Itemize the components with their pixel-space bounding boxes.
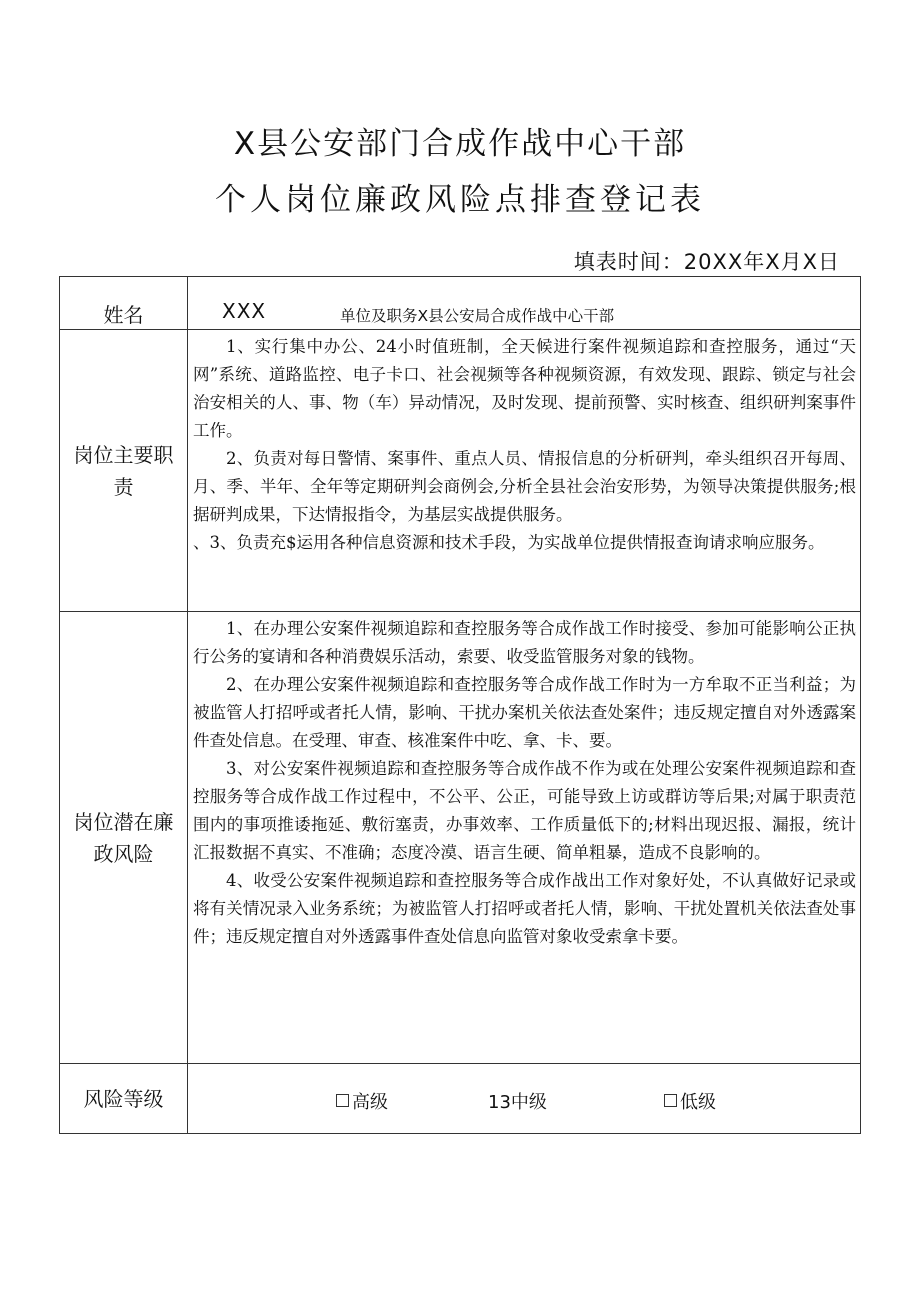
risk-paragraph: 2、在办理公安案件视频追踪和查控服务等合成作战工作时为一方牟取不正当利益；为被监管人打招呼或者托人情，影响、干扰办案机关依法查处案件；违反规定擅自对外透露案件查处信息。在受理、审查、核准案件中吃、拿、卡、要。	[193, 675, 856, 750]
risk-paragraph: 4、收受公安案件视频追踪和查控服务等合成作战出工作对象好处，不认真做好记录或将有关情况录入业务系统；为被监管人打招呼或者托人情，影响、干扰处置机关依法查处事件；违反规定擅自对外透露事件查处信息向监管对象收受索拿卡要。	[193, 871, 856, 946]
page-subtitle: 个人岗位廉政风险点排查登记表	[215, 182, 705, 218]
duty-paragraph: 2、负责对每日警情、案事件、重点人员、情报信息的分析研判，牵头组织召开每周、月、季、半年、全年等定期研判会商例会,分析全县社会治安形势，为领导决策提供服务;根据研判成果，下达情报指令，为基层实战提供服务。	[193, 449, 856, 524]
duties-label: 岗位主要职责	[60, 330, 188, 612]
duties-row	[60, 330, 861, 612]
risks-cell	[188, 612, 861, 1064]
name-cell	[188, 277, 861, 330]
name-row	[60, 277, 861, 330]
fill-time: 填表时间：20XX年X月X日	[573, 250, 840, 274]
risk-paragraph: 1、在办理公安案件视频追踪和查控服务等合成作战工作时接受、参加可能影响公正执行公务的宴请和各种消费娱乐活动，索要、收受监管服务对象的钱物。	[193, 619, 856, 666]
name-label: 姓名	[60, 277, 188, 330]
risks-label: 岗位潜在廉政风险	[60, 612, 188, 1064]
unit-value: 单位及职务X县公安局合成作战中心干部	[340, 307, 615, 325]
registration-table	[59, 276, 861, 1134]
risk-level-label: 风险等级	[60, 1064, 188, 1134]
risks-row	[60, 612, 861, 1064]
level-option-medium-label: 13中级	[488, 1092, 547, 1113]
duty-paragraph: 、3、负责充$运用各种信息资源和技术手段，为实战单位提供情报查询请求响应服务。	[193, 533, 825, 552]
level-option-low-label: 低级	[680, 1092, 716, 1113]
checkbox-icon	[336, 1094, 349, 1107]
risk-level-cell	[188, 1064, 861, 1134]
name-value: XXX	[222, 299, 267, 323]
risk-level-row	[60, 1064, 861, 1134]
duties-cell	[188, 330, 861, 612]
checkbox-icon	[664, 1094, 677, 1107]
duty-paragraph: 1、实行集中办公、24小时值班制，全天候进行案件视频追踪和查控服务，通过“天网”系统、道路监控、电子卡口、社会视频等各种视频资源，有效发现、跟踪、锁定与社会治安相关的人、事、物（车）异动情况，及时发现、提前预警、实时核查、组织研判案事件工作。	[193, 337, 856, 440]
page-title: X县公安部门合成作战中心干部	[233, 126, 687, 162]
level-option-low[interactable]	[664, 1088, 716, 1114]
risk-paragraph: 3、对公安案件视频追踪和查控服务等合成作战不作为或在处理公安案件视频追踪和查控服务等合成作战工作过程中，不公平、公正，可能导致上访或群访等后果;对属于职责范围内的事项推诿拖延、敷衍塞责，办事效率、工作质量低下的;材料出现迟报、漏报，统计汇报数据不真实、不准确；态度冷漠、语言生硬、简单粗暴，造成不良影响的。	[193, 759, 856, 862]
level-option-high[interactable]	[336, 1088, 388, 1114]
level-option-medium[interactable]	[488, 1088, 547, 1114]
level-option-high-label: 高级	[352, 1092, 388, 1113]
